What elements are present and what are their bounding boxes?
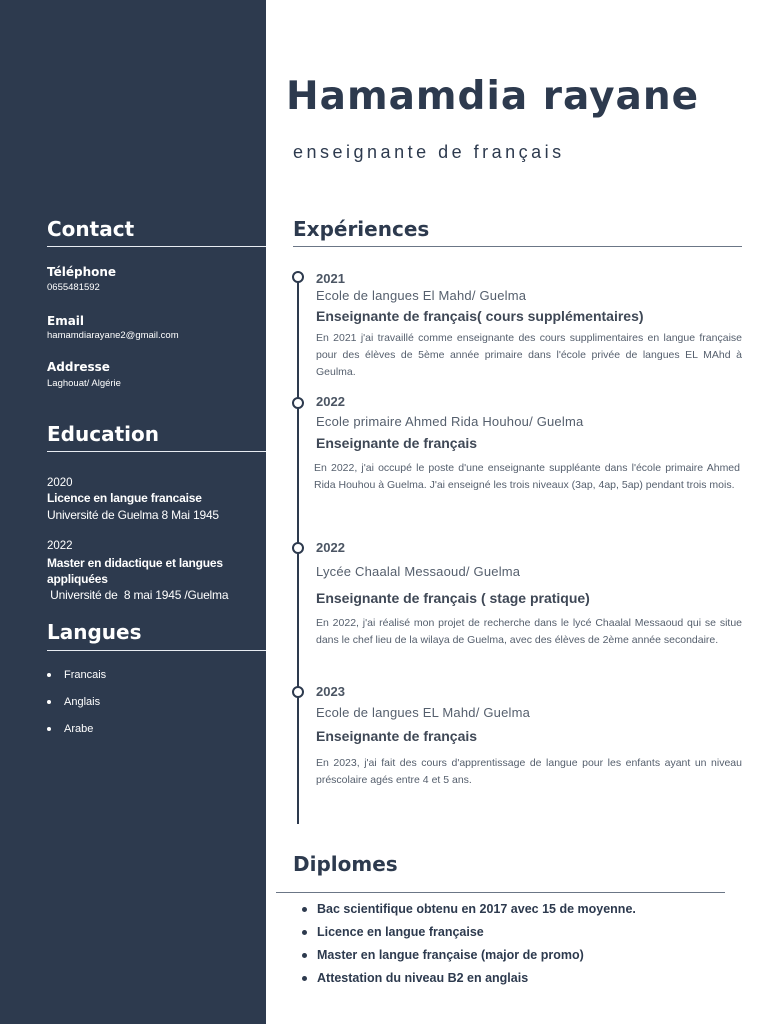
bullet-icon — [302, 953, 307, 958]
education-degree: Master en didactique et langues appliquées — [47, 556, 223, 586]
education-school: Université de 8 mai 1945 /Guelma — [47, 588, 229, 602]
diplome-label: Master en langue française (major de promo) — [317, 948, 584, 962]
experience-place: Ecole de langues EL Mahd/ Guelma — [316, 705, 531, 720]
phone-value: 0655481592 — [47, 282, 100, 293]
experience-place: Ecole primaire Ahmed Rida Houhou/ Guelma — [316, 414, 584, 429]
timeline-dot — [292, 271, 304, 283]
experience-place: Ecole de langues El Mahd/ Guelma — [316, 288, 527, 303]
address-label: Addresse — [47, 360, 110, 374]
timeline-dot — [292, 686, 304, 698]
experience-role: Enseignante de français( cours supplémentaires) — [316, 308, 644, 324]
experience-year: 2023 — [316, 684, 345, 699]
experience-description: En 2022, j'ai occupé le poste d'une enseignante suppléante dans l'école primaire Ahmed Rida Houhou à Guelma. J'ai enseigné les trois niveaux (3ap, 4ap, 5ap) pendant trois mois. — [314, 462, 740, 491]
experience-role: Enseignante de français — [316, 435, 478, 451]
diplome-item — [302, 902, 636, 925]
diplome-label: Bac scientifique obtenu en 2017 avec 15 de moyenne. — [317, 902, 636, 916]
contact-title: Contact — [47, 217, 135, 241]
person-name: Hamamdia rayane — [286, 74, 700, 119]
address-value: Laghouat/ Algérie — [47, 378, 121, 389]
experiences-title: Expériences — [293, 217, 430, 241]
experience-year: 2021 — [316, 271, 345, 286]
email-value: hamamdiarayane2@gmail.com — [47, 330, 179, 341]
experience-description: En 2023, j'ai fait des cours d'apprentissage de langue pour les enfants ayant un niveau préscolaire agés entre 4 et 5 ans. — [316, 757, 742, 786]
bullet-icon — [302, 907, 307, 912]
education-year: 2022 — [47, 540, 73, 552]
bullet-icon — [47, 673, 51, 677]
bullet-icon — [47, 700, 51, 704]
experience-description: En 2021 j'ai travaillé comme enseignante des cours supplimentaires en langue française pour des élèves de 5ème année primaire dans l'école privée de langues EL MAhd à Geulma. — [316, 332, 742, 378]
education-degree: Licence en langue francaise — [47, 491, 202, 505]
experience-description: En 2022, j'ai réalisé mon projet de recherche dans le lycé Chaalal Messaoud qui se situe dans le chef lieu de la wilaya de Guelma, avec des élèves de 2ème année secondaire. — [316, 617, 742, 646]
language-item — [47, 696, 100, 708]
bullet-icon — [302, 976, 307, 981]
diplomes-list — [302, 902, 636, 994]
experience-year: 2022 — [316, 540, 345, 555]
person-role: enseignante de français — [293, 142, 565, 162]
languages-title: Langues — [47, 620, 142, 644]
diplome-label: Attestation du niveau B2 en anglais — [317, 971, 529, 985]
sidebar — [0, 0, 266, 1024]
education-title: Education — [47, 422, 159, 446]
language-item — [47, 669, 106, 681]
phone-label: Téléphone — [47, 265, 117, 279]
bullet-icon — [47, 727, 51, 731]
timeline-dot — [292, 542, 304, 554]
experience-year: 2022 — [316, 394, 345, 409]
languages-divider — [47, 650, 266, 651]
experience-role: Enseignante de français ( stage pratique) — [316, 590, 590, 606]
language-label: Arabe — [64, 723, 94, 735]
education-divider — [47, 451, 266, 452]
contact-divider — [47, 246, 266, 247]
diplome-label: Licence en langue française — [317, 925, 484, 939]
diplomes-title: Diplomes — [293, 852, 398, 876]
diplomes-divider — [276, 892, 725, 893]
language-item — [47, 723, 93, 735]
email-label: Email — [47, 314, 85, 328]
experience-place: Lycée Chaalal Messaoud/ Guelma — [316, 564, 521, 579]
education-school: Université de Guelma 8 Mai 1945 — [47, 508, 219, 522]
diplome-item — [302, 925, 636, 948]
experiences-divider — [293, 246, 742, 247]
bullet-icon — [302, 930, 307, 935]
diplome-item — [302, 971, 636, 994]
language-label: Francais — [64, 669, 107, 681]
education-year: 2020 — [47, 477, 73, 489]
language-label: Anglais — [64, 696, 101, 708]
diplome-item — [302, 948, 636, 971]
experience-role: Enseignante de français — [316, 728, 478, 744]
timeline-dot — [292, 397, 304, 409]
